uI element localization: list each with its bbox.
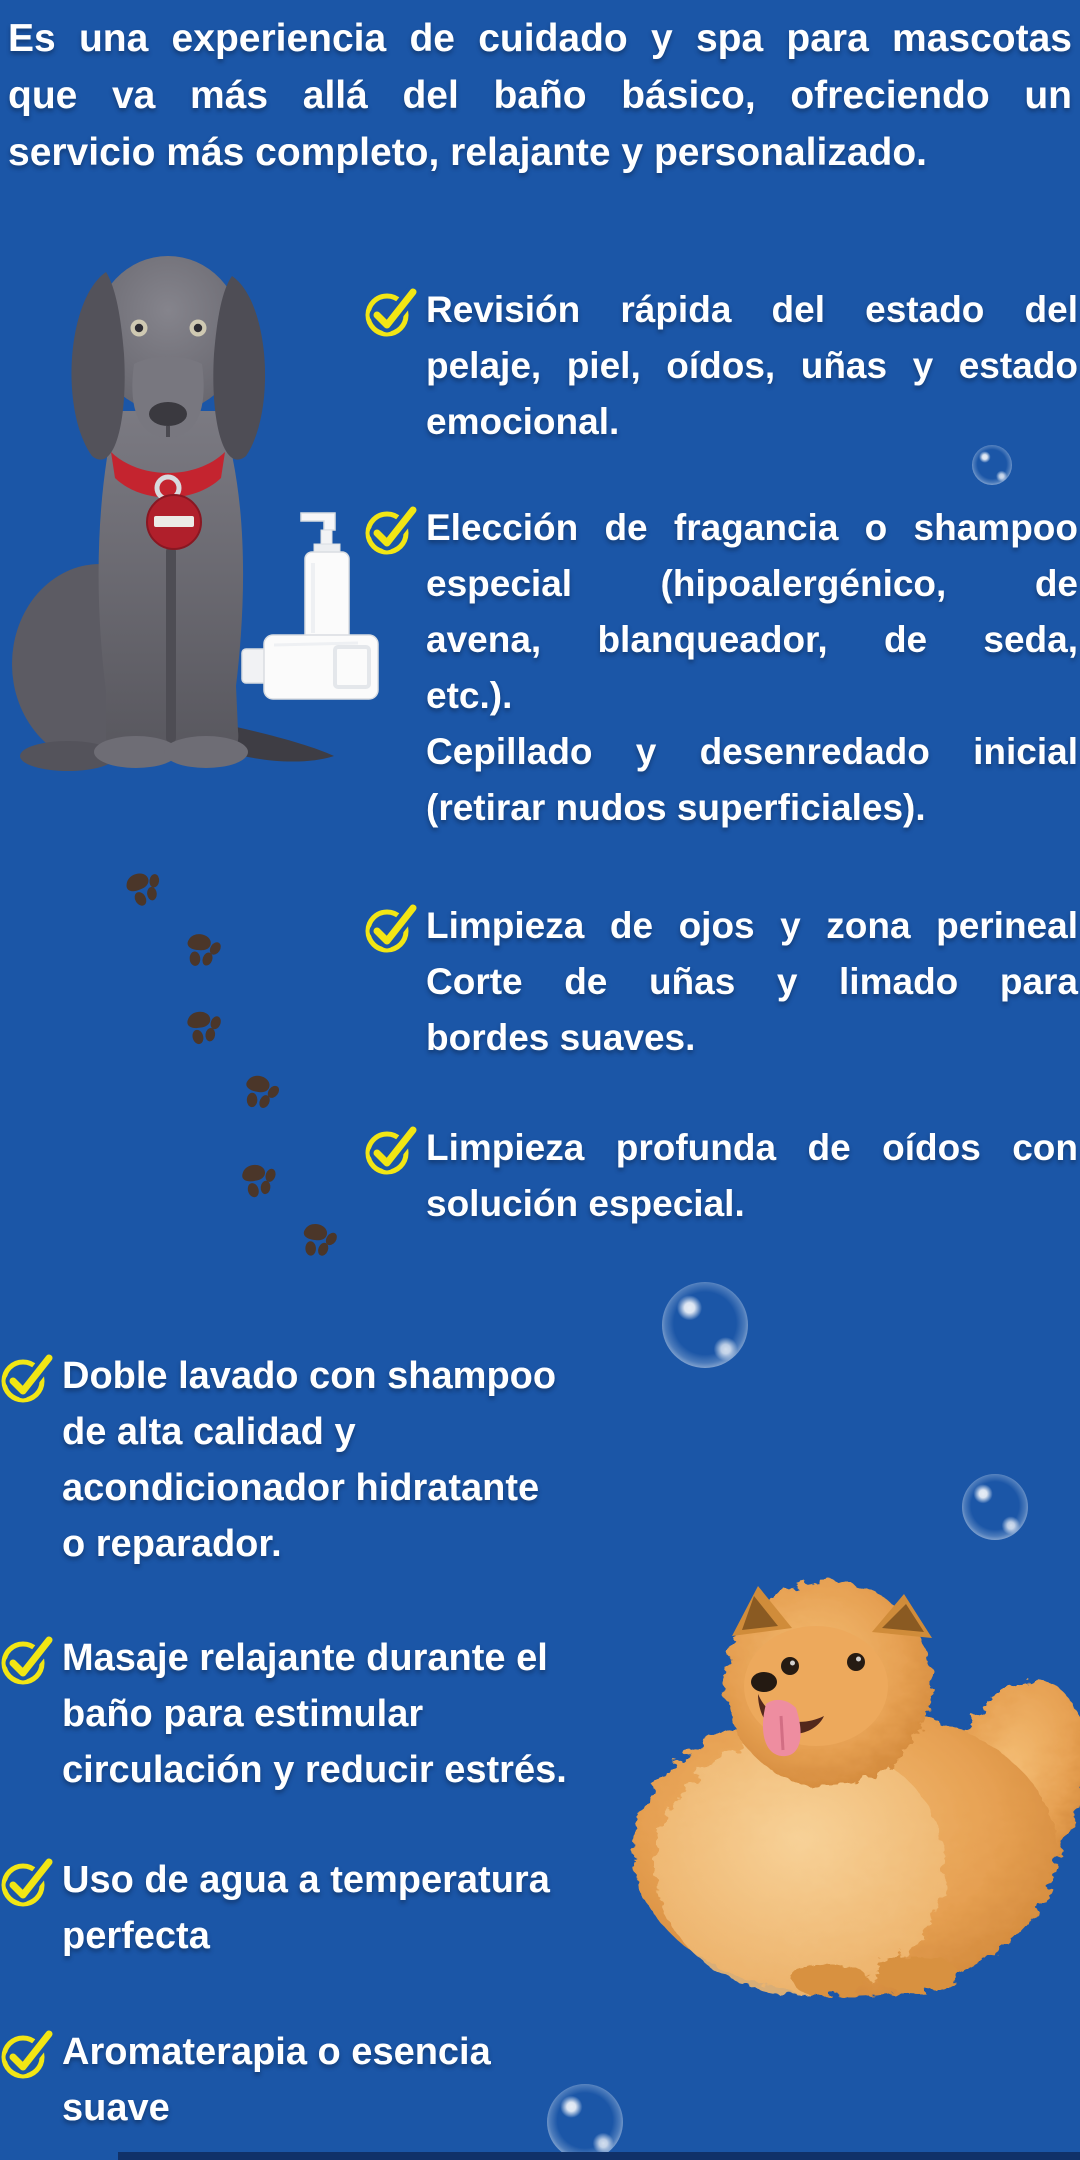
text-line: Doble lavado con shampoo [62, 1355, 557, 1397]
text-line: Limpieza profunda de oídos con [426, 1127, 1078, 1168]
text-line: Revisión rápida del estado del [426, 289, 1078, 330]
intro-line: Es una experiencia de cuidado y spa para mascotas [8, 17, 1072, 60]
intro-paragraph [8, 10, 1072, 181]
text-line: Masaje relajante durante el [62, 1637, 548, 1679]
bubble-icon [972, 445, 1012, 485]
checklist-item-revision [364, 282, 1078, 450]
text-line: Uso de agua a temperatura [62, 1859, 550, 1901]
checklist-item-masaje [0, 1630, 698, 1798]
checklist-item-text [62, 1630, 698, 1798]
text-line: o reparador. [62, 1523, 282, 1565]
checklist-item-text [426, 500, 1078, 836]
text-line: Limpieza de ojos y zona perineal [426, 905, 1078, 946]
text-line: pelaje, piel, oídos, uñas y estado [426, 345, 1078, 386]
paw-print-icon [177, 1001, 228, 1052]
check-circle-icon [364, 898, 420, 954]
text-line: (retirar nudos superficiales). [426, 787, 926, 828]
bubble-icon [662, 1282, 748, 1368]
text-line: de alta calidad y [62, 1411, 356, 1453]
text-line: avena, blanqueador, de seda, [426, 619, 1078, 660]
text-line: Elección de fragancia o shampoo [426, 507, 1078, 548]
intro-line: servicio más completo, relajante y personalizado. [8, 131, 928, 174]
bubble-icon [547, 2084, 623, 2160]
text-line: bordes suaves. [426, 1017, 696, 1058]
text-line: acondicionador hidratante [62, 1467, 540, 1509]
paw-print-icon [290, 1212, 346, 1268]
text-line: especial (hipoalergénico, de [426, 563, 1078, 604]
check-circle-icon [0, 1348, 56, 1404]
paw-print-icon [232, 1154, 285, 1207]
text-line: perfecta [62, 1915, 210, 1957]
checklist-item-text [62, 1348, 698, 1572]
check-circle-icon [0, 1852, 56, 1908]
weimaraner-puppy-image [8, 216, 338, 776]
paw-print-icon [113, 858, 173, 918]
intro-line: que va más allá del baño básico, ofreciendo un [8, 74, 1072, 117]
check-circle-icon [364, 1120, 420, 1176]
checklist-item-limpieza-ojos [364, 898, 1078, 1066]
check-circle-icon [0, 1630, 56, 1686]
checklist-item-text [426, 898, 1078, 1066]
checklist-item-text [426, 1120, 1078, 1232]
paw-print-icon [175, 923, 229, 977]
text-line: solución especial. [426, 1183, 745, 1224]
text-line: Cepillado y desenredado inicial [426, 731, 1078, 772]
bubble-icon [962, 1474, 1028, 1540]
bottom-dark-strip [118, 2152, 1080, 2160]
text-line: suave [62, 2087, 170, 2129]
check-circle-icon [364, 500, 420, 556]
text-line: circulación y reducir estrés. [62, 1749, 567, 1791]
text-line: Corte de uñas y limado para [426, 961, 1078, 1002]
checklist-item-eleccion [364, 500, 1078, 836]
checklist-item-limpieza-oidos [364, 1120, 1078, 1232]
paw-print-icon [231, 1063, 289, 1121]
checklist-item-doble-lavado [0, 1348, 698, 1572]
check-circle-icon [0, 2024, 56, 2080]
text-line: emocional. [426, 401, 620, 442]
checklist-item-text [62, 1852, 698, 1964]
checklist-item-agua [0, 1852, 698, 1964]
check-circle-icon [364, 282, 420, 338]
checklist-item-text [426, 282, 1078, 450]
text-line: etc.). [426, 675, 513, 716]
text-line: Aromaterapia o esencia [62, 2031, 491, 2073]
text-line: baño para estimular [62, 1693, 424, 1735]
